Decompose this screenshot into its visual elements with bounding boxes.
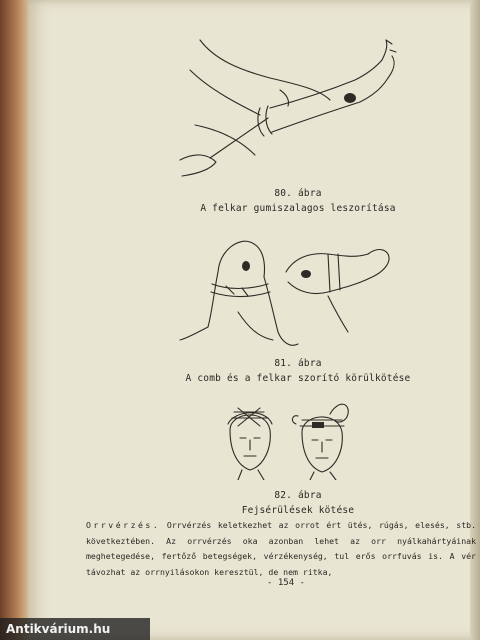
figure-82-caption [128, 488, 468, 518]
section-heading: Orrvérzés. [86, 520, 161, 530]
figure-80-number: 80. ábra [274, 188, 322, 199]
body-paragraph [86, 518, 476, 580]
figure-81-caption [128, 356, 468, 386]
paragraph-text: Orrvérzés keletkezhet az orrot ért ütés, rúgás, elesés, stb. következtében. Az orrvérzés oka azonban lehet az orr nyálkahártyáinak meghetegedése, fertőző betegségek, vérzékenység, tul erős orrfuvás is. A vér távozhat az orrnyilásokon keresztül, de nem ritka, [86, 520, 476, 577]
figure-82-illustration [218, 400, 368, 480]
watermark: Antikvárium.hu [0, 618, 150, 640]
figure-80-title: A felkar gumiszalagos leszorítása [200, 203, 396, 214]
figure-80-illustration [160, 30, 400, 190]
figure-82-title: Fejsérülések kötése [241, 505, 355, 516]
figure-81-number: 81. ábra [274, 358, 322, 369]
page-number: - 154 - [267, 578, 305, 588]
figure-81-title: A comb és a felkar szorító körülkötése [185, 373, 411, 384]
figure-82-number: 82. ábra [274, 490, 322, 501]
figure-81-illustration [178, 232, 408, 357]
book-spine-edge [0, 0, 30, 640]
figure-80-caption [128, 186, 468, 216]
